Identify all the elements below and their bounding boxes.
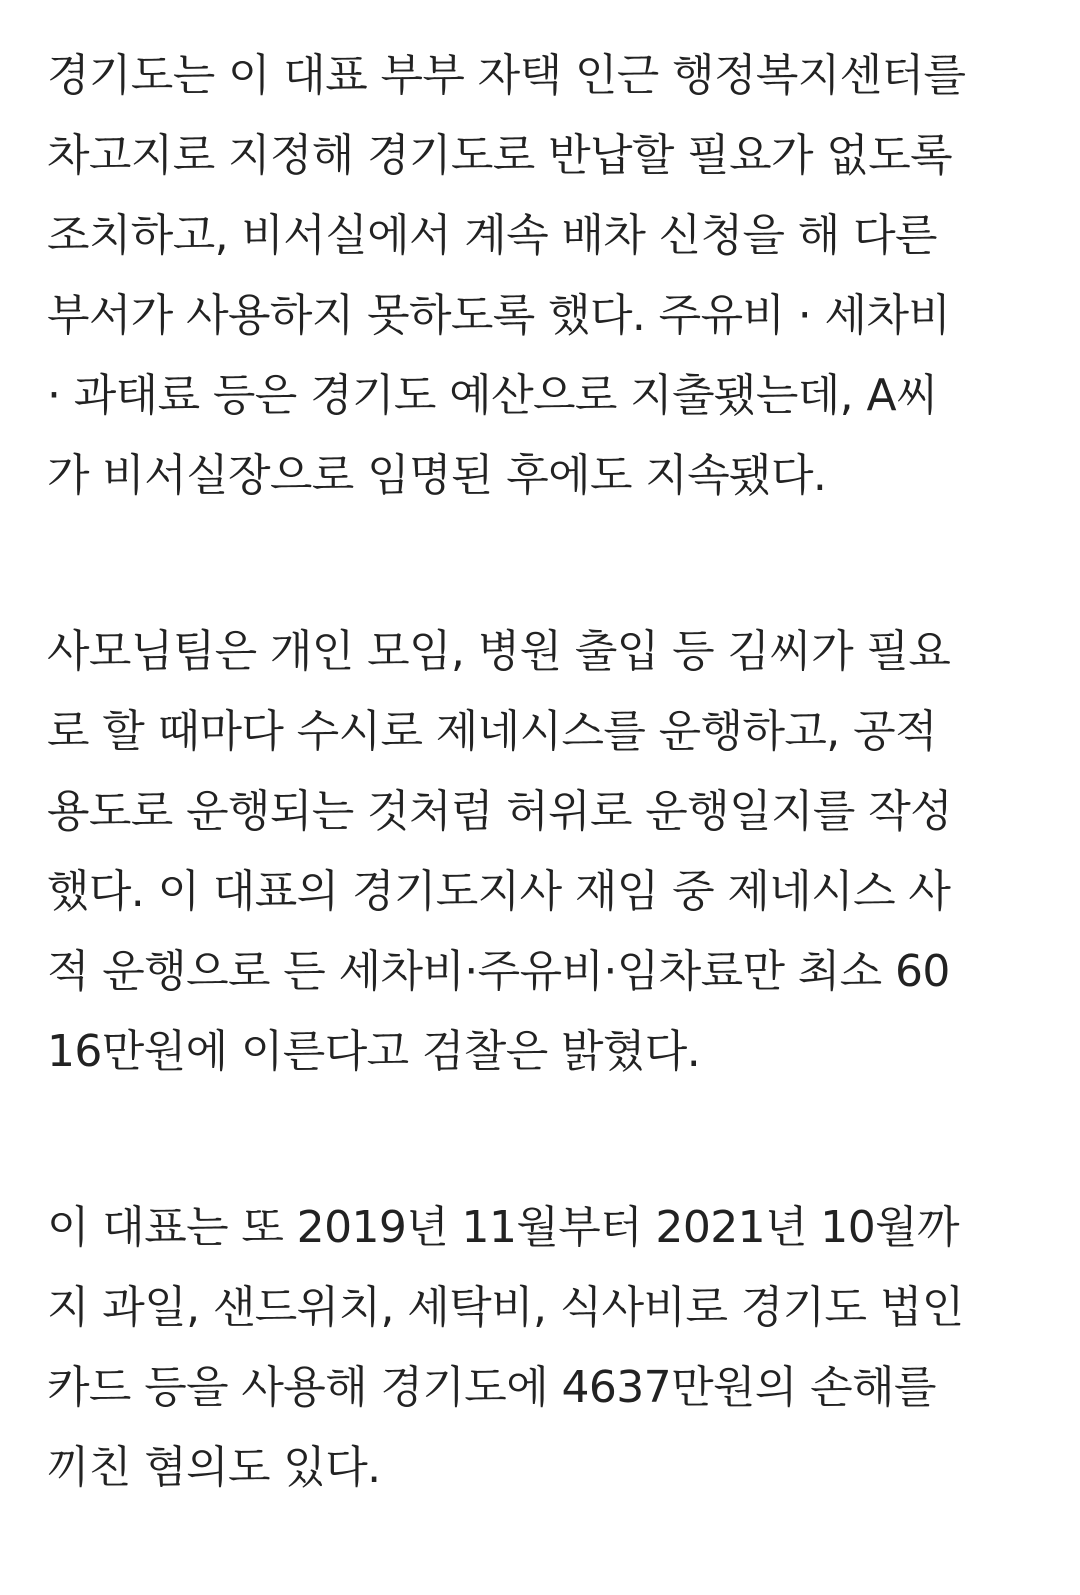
text-line: 경기도는 이 대표 부부 자택 인근 행정복지센터를 bbox=[47, 50, 966, 101]
text-line: 로 할 때마다 수시로 제네시스를 운행하고, 공적 bbox=[47, 706, 937, 757]
text-line: 카드 등을 사용해 경기도에 4637만원의 손해를 bbox=[47, 1362, 936, 1413]
text-line: 차고지로 지정해 경기도로 반납할 필요가 없도록 bbox=[47, 130, 953, 181]
paragraph-3 bbox=[47, 1188, 1047, 1508]
text-line: 이 대표는 또 2019년 11월부터 2021년 10월까 bbox=[47, 1202, 959, 1253]
text-line: 조치하고, 비서실에서 계속 배차 신청을 해 다른 bbox=[47, 210, 937, 261]
article-body bbox=[47, 36, 1047, 1508]
text-line: 부서가 사용하지 못하도록 했다. 주유비 · 세차비 bbox=[47, 290, 951, 341]
paragraph-1 bbox=[47, 36, 1047, 516]
text-line: 가 비서실장으로 임명된 후에도 지속됐다. bbox=[47, 450, 827, 501]
text-line: 용도로 운행되는 것처럼 허위로 운행일지를 작성 bbox=[47, 786, 953, 837]
text-line: 16만원에 이른다고 검찰은 밝혔다. bbox=[47, 1026, 701, 1077]
text-line: · 과태료 등은 경기도 예산으로 지출됐는데, A씨 bbox=[47, 370, 938, 421]
paragraph-2 bbox=[47, 612, 1047, 1092]
text-line: 끼친 혐의도 있다. bbox=[47, 1442, 381, 1493]
text-line: 사모님팀은 개인 모임, 병원 출입 등 김씨가 필요 bbox=[47, 626, 951, 677]
text-line: 했다. 이 대표의 경기도지사 재임 중 제네시스 사 bbox=[47, 866, 951, 917]
text-line: 지 과일, 샌드위치, 세탁비, 식사비로 경기도 법인 bbox=[47, 1282, 964, 1333]
text-line: 적 운행으로 든 세차비·주유비·임차료만 최소 60 bbox=[47, 946, 950, 997]
